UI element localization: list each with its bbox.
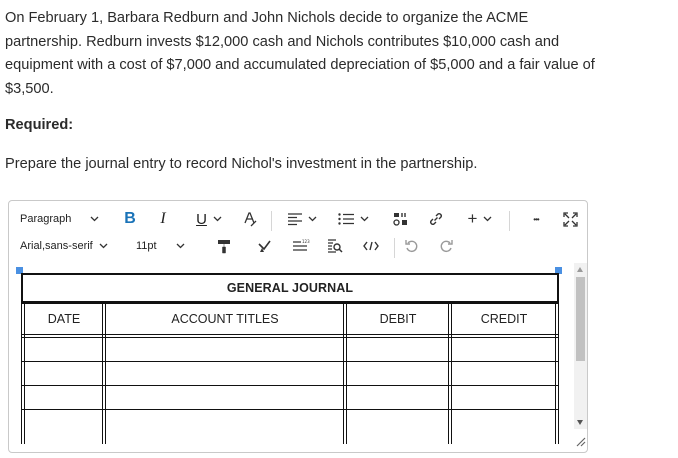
- underline-button[interactable]: [192, 207, 226, 231]
- bold-icon: B: [124, 210, 136, 227]
- rich-text-editor[interactable]: [8, 200, 588, 453]
- table-cell-date[interactable]: [26, 339, 102, 361]
- row-border: [21, 361, 559, 362]
- column-header-date: DATE: [47, 312, 81, 326]
- row-border: [21, 385, 559, 386]
- source-code-button[interactable]: [361, 234, 381, 258]
- question-text: On February 1, Barbara Redburn and John Nichols decide to organize the ACME partnership. Redburn invests $12,000 cash and Nichols contributes $10,000 cash and equipment with a cost of $7,000 and accumulated depreciation of $5,000 and a fair value of $3,500.: [5, 10, 595, 97]
- table-cell-account[interactable]: [107, 387, 343, 409]
- font-family-select[interactable]: [20, 234, 110, 258]
- bullet-list-icon: [338, 213, 354, 225]
- toolbar-divider: [509, 211, 510, 231]
- fullscreen-button[interactable]: [560, 207, 580, 231]
- column-border: [21, 304, 25, 444]
- table-cell-debit[interactable]: [348, 387, 448, 409]
- table-cell-debit[interactable]: [348, 363, 448, 385]
- find-icon: [327, 239, 343, 254]
- align-left-icon: [288, 213, 302, 225]
- font-size-select[interactable]: [136, 234, 191, 258]
- insert-block-button[interactable]: [391, 207, 411, 231]
- italic-button[interactable]: [154, 207, 172, 231]
- clear-format-button[interactable]: [255, 234, 273, 258]
- table-cell-date[interactable]: [26, 363, 102, 385]
- undo-icon: [405, 239, 419, 253]
- chevron-down-icon: [360, 216, 369, 222]
- column-border: [102, 304, 106, 444]
- bold-button[interactable]: [119, 207, 141, 231]
- column-header-credit: CREDIT: [480, 312, 528, 326]
- column-border: [343, 304, 347, 444]
- more-button[interactable]: [524, 207, 548, 231]
- link-icon: [428, 211, 444, 227]
- chevron-down-icon: [176, 243, 185, 249]
- table-cell-credit[interactable]: [453, 387, 555, 409]
- scroll-up-icon[interactable]: [577, 267, 583, 272]
- block-format-value: Paragraph: [20, 213, 72, 225]
- line-height-icon: [292, 239, 308, 253]
- align-button[interactable]: [286, 207, 318, 231]
- find-replace-button[interactable]: [326, 234, 344, 258]
- italic-icon: I: [160, 210, 166, 227]
- table-cell-account[interactable]: [107, 339, 343, 361]
- underline-icon: U: [196, 210, 207, 228]
- undo-button[interactable]: [403, 234, 421, 258]
- svg-text:123: 123: [302, 239, 310, 244]
- table-cell-credit[interactable]: [453, 339, 555, 361]
- toolbar-divider: [394, 238, 395, 258]
- redo-icon: [439, 239, 453, 253]
- resize-grip-icon[interactable]: [574, 435, 586, 447]
- font-size-value: 11pt: [136, 240, 157, 252]
- vertical-scrollbar[interactable]: [574, 263, 587, 429]
- row-border: [21, 409, 559, 410]
- blocks-icon: [393, 211, 409, 227]
- line-height-button[interactable]: [291, 234, 309, 258]
- chevron-down-icon: [99, 243, 108, 249]
- text-color-icon: [242, 211, 258, 227]
- block-format-select[interactable]: [20, 207, 100, 231]
- chevron-down-icon: [90, 216, 99, 222]
- text-color-button[interactable]: [241, 207, 259, 231]
- more-icon: •••: [533, 214, 539, 224]
- required-label: Required:: [5, 117, 74, 133]
- paint-roller-icon: [217, 239, 231, 253]
- chevron-down-icon: [213, 216, 222, 222]
- list-button[interactable]: [336, 207, 370, 231]
- column-header-account-titles: ACCOUNT TITLES: [171, 312, 279, 326]
- table-cell-account[interactable]: [107, 363, 343, 385]
- instruction-text: Prepare the journal entry to record Nichol's investment in the partnership.: [5, 156, 478, 172]
- chevron-down-icon: [308, 216, 317, 222]
- scrollbar-thumb[interactable]: [576, 277, 585, 361]
- header-row-border: [21, 334, 559, 338]
- column-border: [555, 304, 559, 444]
- table-cell-credit[interactable]: [453, 363, 555, 385]
- insert-button[interactable]: [465, 207, 495, 231]
- column-border: [448, 304, 452, 444]
- font-family-value: Arial,sans-serif: [20, 240, 93, 252]
- journal-table[interactable]: [21, 304, 559, 444]
- redo-button[interactable]: [437, 234, 455, 258]
- format-painter-button[interactable]: [215, 234, 233, 258]
- column-header-debit: DEBIT: [379, 312, 417, 326]
- scroll-down-icon[interactable]: [577, 420, 583, 425]
- table-cell-date[interactable]: [26, 387, 102, 409]
- link-button[interactable]: [426, 207, 446, 231]
- journal-title: GENERAL JOURNAL: [21, 273, 559, 304]
- plus-icon: +: [467, 209, 478, 228]
- editor-content[interactable]: [18, 270, 570, 430]
- chevron-down-icon: [483, 216, 492, 222]
- code-icon: [363, 241, 379, 251]
- toolbar-divider: [271, 211, 272, 231]
- highlighter-icon: [257, 239, 272, 254]
- fullscreen-icon: [563, 212, 578, 227]
- table-cell-debit[interactable]: [348, 339, 448, 361]
